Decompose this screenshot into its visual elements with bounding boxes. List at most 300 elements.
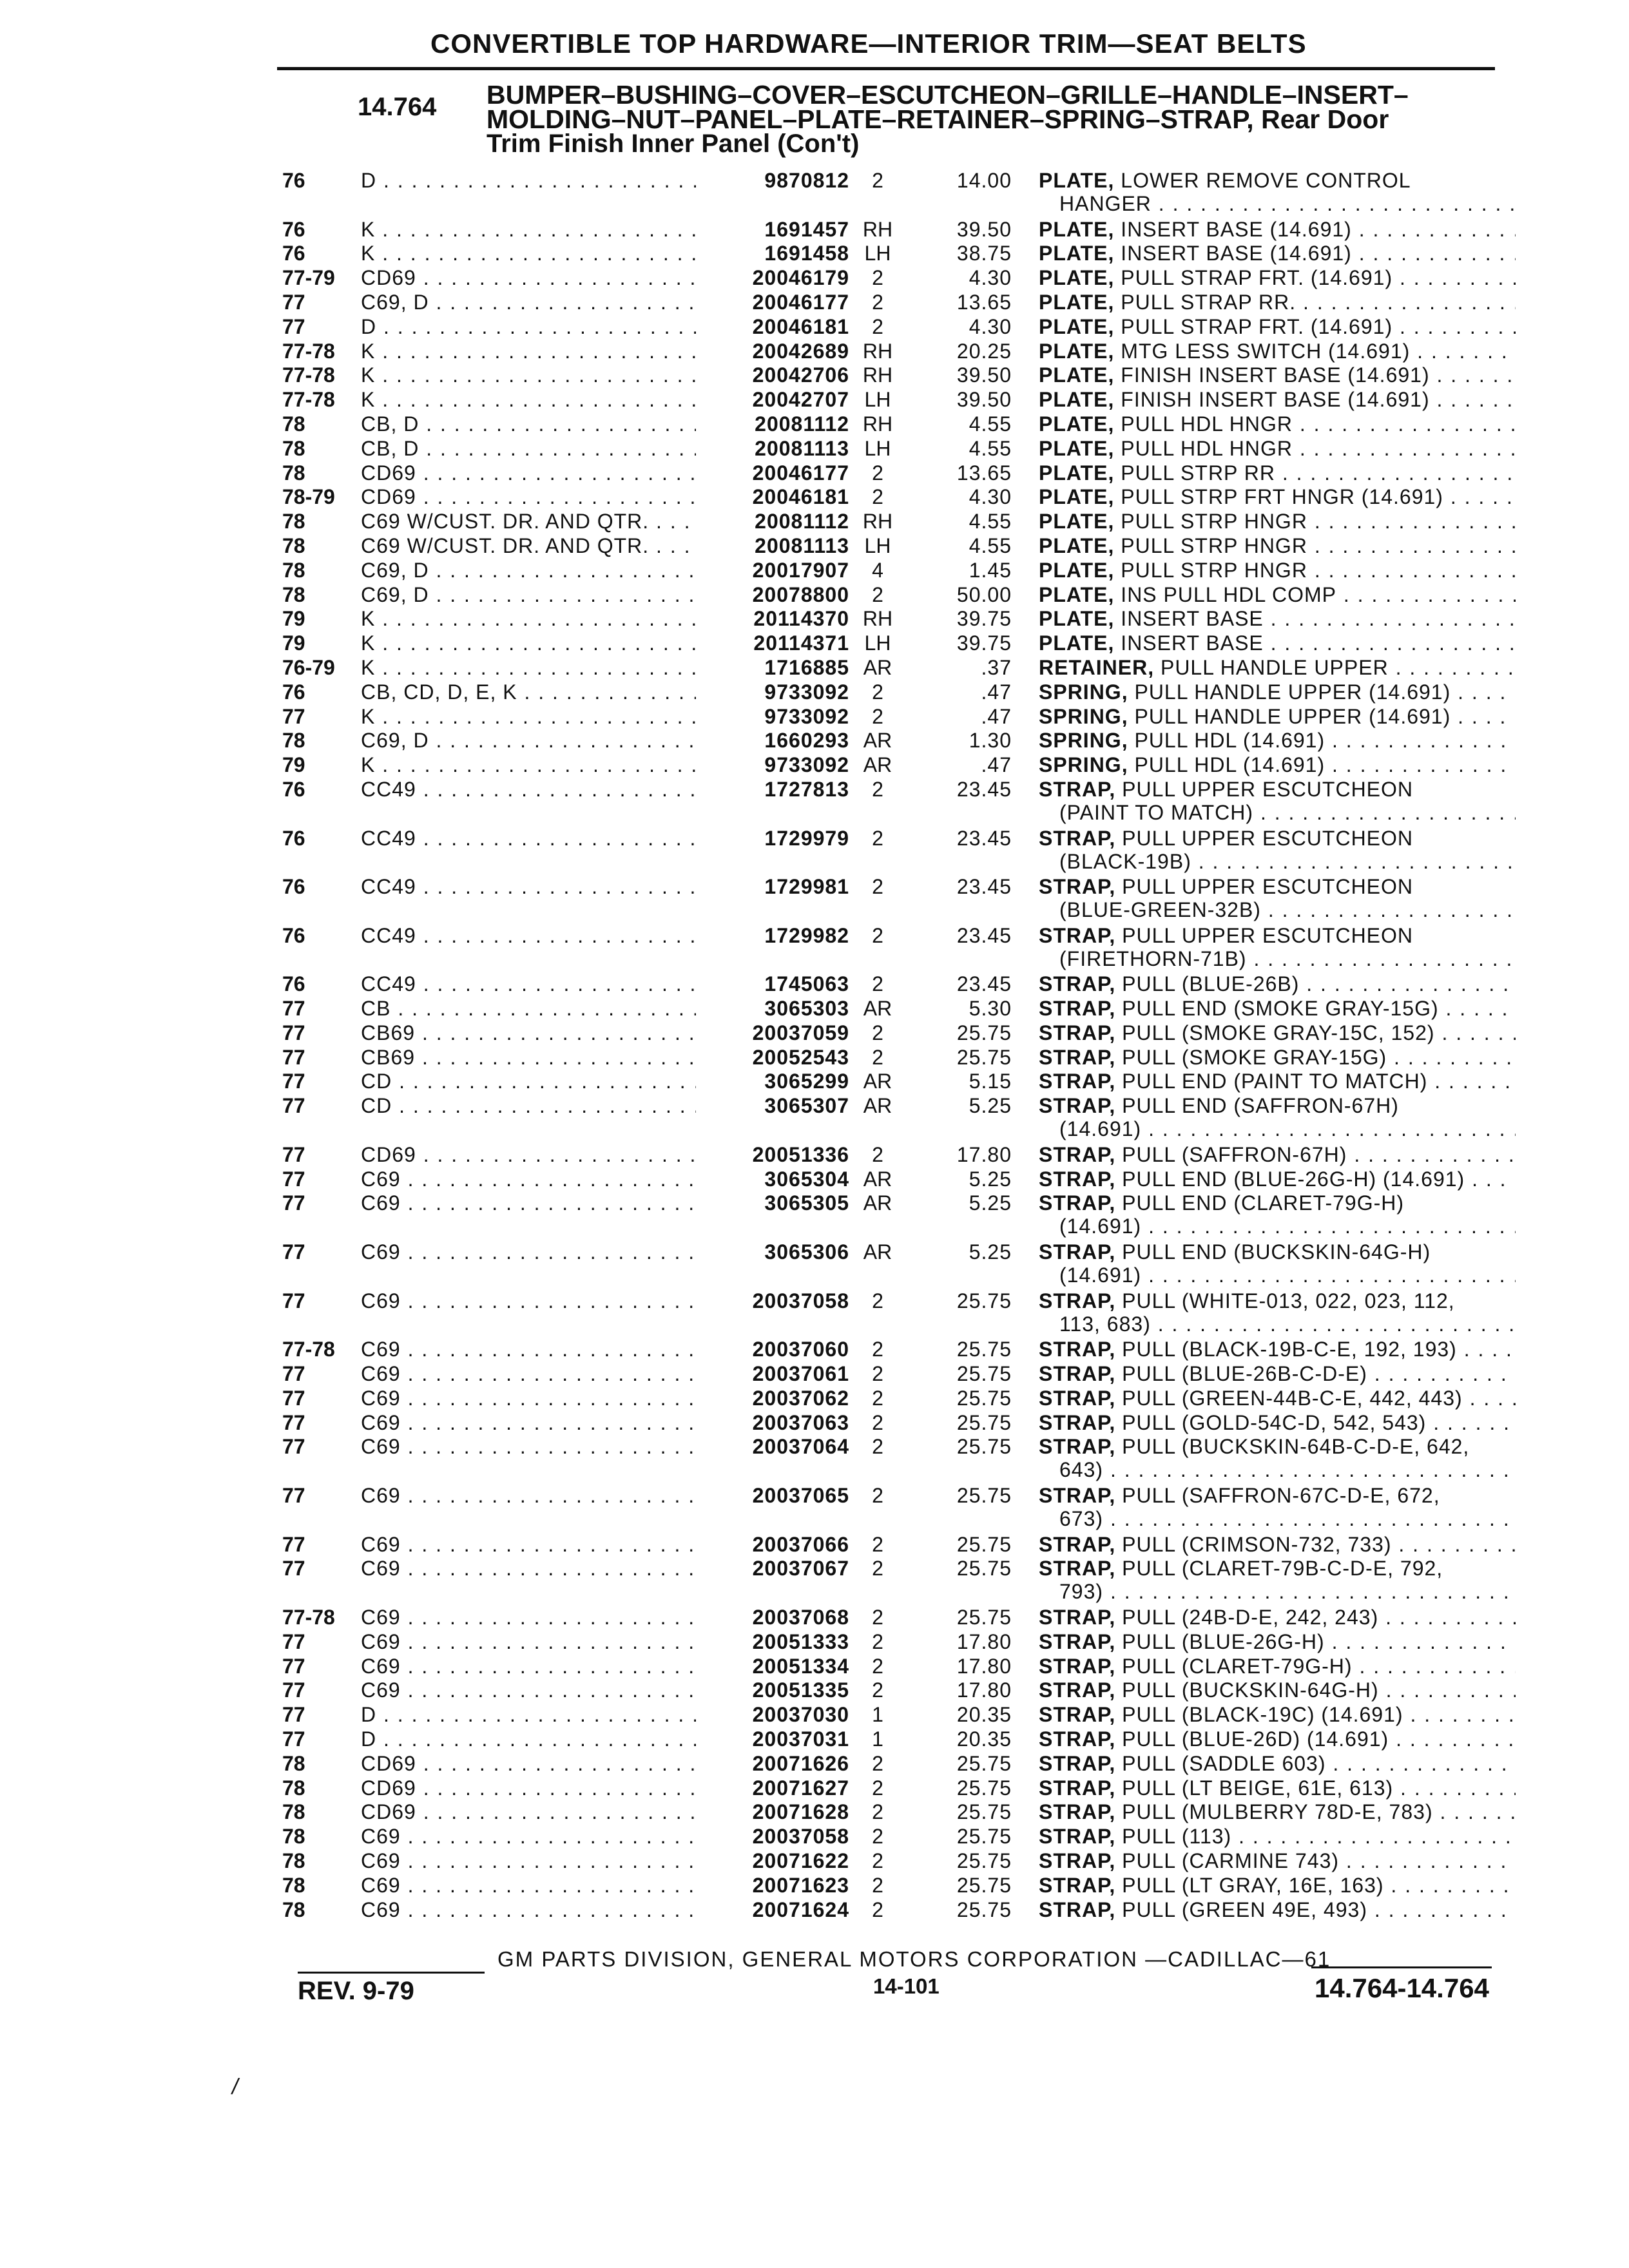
cell-part-number: 20051336 [696,1143,849,1166]
cell-model: C69 W/CUST. DR. AND QTR. . . . [361,534,702,557]
cell-part-number: 20037066 [696,1533,849,1556]
description-keyword: STRAP, [1039,1800,1116,1824]
description-text: PULL (CLARET-79G-H) [1115,1654,1353,1678]
cell-price: 25.75 [956,1532,1012,1556]
cell-price: .47 [981,704,1012,728]
description-keyword: SPRING, [1039,680,1128,704]
cell-year: 77 [282,1484,305,1508]
cell-year: 77 [282,314,305,338]
cell-description [1039,1703,1516,1726]
cell-quantity: 2 [872,485,883,509]
description-keyword: STRAP, [1039,826,1116,850]
description-keyword: STRAP, [1039,1484,1116,1508]
cell-part-number: 20042706 [696,363,849,387]
description-text: PULL STRAP RR. [1114,290,1296,314]
description-keyword: STRAP, [1039,972,1116,996]
cell-part-number: 20081113 [696,437,849,460]
cell-model: C69 . . . [361,1289,702,1312]
cell-model: C69 . . . [361,1362,702,1385]
cell-year: 77 [282,1386,305,1410]
description-keyword: STRAP, [1039,1410,1116,1434]
description-keyword: PLATE, [1039,533,1115,557]
cell-part-number: 20051334 [696,1655,849,1678]
description-keyword: STRAP, [1039,777,1116,801]
cell-price: 25.75 [956,1021,1012,1044]
description-keyword: PLATE, [1039,242,1115,265]
cell-quantity: 2 [872,1678,883,1702]
cell-part-number: 1691458 [696,242,849,265]
description-continuation: 673) . . . [1039,1507,1516,1530]
description-keyword: PLATE, [1039,631,1115,655]
cell-model: CB69 . . . [361,1021,702,1044]
description-text: PULL STRAP FRT. (14.691) [1114,314,1393,338]
description-keyword: PLATE, [1039,461,1115,485]
description-keyword: PLATE, [1039,339,1115,363]
description-keyword: RETAINER, [1039,655,1155,679]
cell-description [1039,1484,1516,1530]
cell-price: .47 [981,680,1012,704]
cell-part-number: 20071623 [696,1874,849,1897]
description-text: PULL END (SMOKE GRAY-15G) [1115,997,1439,1021]
table-row [0,1484,1629,1533]
cell-model: CC49 . . . [361,875,702,898]
description-text: PULL (SADDLE 603) [1115,1751,1326,1775]
description-keyword: STRAP, [1039,997,1116,1021]
section-title-line-3: Trim Finish Inner Panel (Con't) [487,130,860,158]
description-keyword: STRAP, [1039,1191,1116,1215]
cell-description [1039,363,1516,387]
cell-part-number: 3065305 [696,1191,849,1215]
description-keyword: STRAP, [1039,1606,1116,1629]
description-text: PULL END (SAFFRON-67H) [1115,1094,1399,1118]
cell-part-number: 20042707 [696,388,849,411]
table-row [0,291,1629,315]
cell-year: 76 [282,972,305,996]
cell-year: 78 [282,1800,305,1824]
table-row [0,1825,1629,1849]
table-row [0,1557,1629,1606]
table-row [0,1630,1629,1655]
description-text: PULL (BUCKSKIN-64G-H) [1115,1678,1379,1702]
page-title: CONVERTIBLE TOP HARDWARE—INTERIOR TRIM—SEAT BELTS [430,28,1307,59]
cell-year: 78 [282,558,305,582]
cell-model: C69 . . . [361,1411,702,1434]
table-row [0,972,1629,997]
section-title-line-1: BUMPER–BUSHING–COVER–ESCUTCHEON–GRILLE–HANDLE–INSERT– [487,80,1409,110]
description-keyword: PLATE, [1039,388,1115,412]
cell-model: CD . . . [361,1070,702,1093]
description-text: PULL (LT GRAY, 16E, 163) [1115,1873,1384,1897]
description-text: PULL (LT BEIGE, 61E, 613) [1115,1776,1394,1800]
description-text: PULL (BUCKSKIN-64B-C-D-E, 642, [1115,1435,1470,1459]
cell-model: CB, D . . . [361,437,702,460]
table-row [0,266,1629,291]
table-row [0,583,1629,608]
cell-description [1039,1070,1516,1093]
cell-quantity: 2 [872,1898,883,1921]
description-keyword: STRAP, [1039,1070,1116,1093]
description-text: PULL (24B-D-E, 242, 243) [1115,1606,1379,1629]
description-text: PULL STRP HNGR [1114,510,1307,533]
cell-part-number: 1729982 [696,924,849,947]
table-row [0,242,1629,266]
cell-year: 77-78 [282,363,335,387]
cell-year: 79 [282,631,305,655]
description-keyword: PLATE, [1039,412,1115,436]
cell-year: 77 [282,1727,305,1751]
cell-part-number: 20037064 [696,1435,849,1458]
description-text: PULL HDL HNGR [1114,436,1293,460]
description-keyword: PLATE, [1039,558,1115,582]
cell-description [1039,583,1516,606]
cell-part-number: 20046177 [696,461,849,485]
cell-model: C69 . . . [361,1606,702,1629]
description-keyword: STRAP, [1039,1654,1116,1678]
cell-quantity: 2 [872,1873,883,1897]
description-text: PULL (113) [1115,1825,1232,1849]
cell-quantity: AR [863,1240,892,1264]
cell-model: C69 . . . [361,1533,702,1556]
cell-year: 77 [282,1629,305,1653]
cell-model: D . . . [361,169,702,192]
cell-quantity: 2 [872,777,883,801]
cell-year: 78 [282,1898,305,1921]
cell-description [1039,340,1516,363]
cell-description [1039,1776,1516,1800]
section-title-line-2: MOLDING–NUT–PANEL–PLATE–RETAINER–SPRING–STRAP, Rear Door [487,104,1389,134]
cell-description [1039,1678,1516,1702]
cell-model: K . . . [361,753,702,776]
description-text: PULL (CLARET-79B-C-D-E, 792, [1115,1557,1443,1581]
cell-year: 78 [282,510,305,533]
cell-price: 25.75 [956,1873,1012,1897]
cell-model: C69 . . . [361,1825,702,1848]
cell-model: C69 W/CUST. DR. AND QTR. . . . [361,510,702,533]
cell-year: 78 [282,582,305,606]
description-text: INSERT BASE [1114,631,1264,655]
cell-price: 17.80 [956,1142,1012,1166]
cell-year: 77 [282,704,305,728]
cell-year: 78-79 [282,485,335,509]
description-keyword: SPRING, [1039,704,1128,728]
description-text: INSERT BASE (14.691) [1114,217,1352,241]
table-row [0,1143,1629,1168]
footer-revision: REV. 9-79 [298,1977,414,2005]
cell-description [1039,1021,1516,1044]
table-row [0,1533,1629,1557]
cell-model: C69 . . . [361,1557,702,1580]
table-row [0,607,1629,631]
cell-price: .37 [981,655,1012,679]
description-keyword: STRAP, [1039,1629,1116,1653]
description-keyword: STRAP, [1039,923,1116,947]
cell-price: 4.55 [969,510,1012,533]
description-text: LOWER REMOVE CONTROL [1114,169,1411,192]
cell-year: 78 [282,1751,305,1775]
footer-page-number: 14-101 [873,1974,940,1998]
cell-description [1039,1655,1516,1678]
cell-year: 78 [282,436,305,460]
cell-part-number: 20114371 [696,631,849,655]
description-text: PULL UPPER ESCUTCHEON [1115,923,1414,947]
description-text: INSERT BASE [1114,607,1264,631]
table-row [0,1606,1629,1630]
description-continuation: (14.691) . . . [1039,1264,1516,1287]
table-row [0,1362,1629,1387]
description-keyword: STRAP, [1039,1898,1116,1921]
cell-description [1039,1606,1516,1629]
cell-year: 76 [282,826,305,850]
description-text: PULL (WHITE-013, 022, 023, 112, [1115,1289,1455,1312]
cell-model: C69, D . . . [361,583,702,606]
table-row [0,1655,1629,1679]
table-row [0,631,1629,656]
cell-description [1039,559,1516,582]
cell-part-number: 20071622 [696,1849,849,1872]
cell-year: 77 [282,1703,305,1727]
cell-year: 77-78 [282,388,335,412]
description-text: MTG LESS SWITCH (14.691) [1114,339,1411,363]
cell-model: K . . . [361,631,702,655]
cell-model: CD69 . . . [361,1800,702,1823]
cell-description [1039,169,1516,215]
cell-description [1039,437,1516,460]
description-keyword: STRAP, [1039,1557,1116,1581]
cell-quantity: AR [863,729,892,753]
description-text: PULL HDL HNGR [1114,412,1293,436]
table-row [0,1338,1629,1362]
cell-year: 76 [282,777,305,801]
description-text: PULL UPPER ESCUTCHEON [1115,826,1414,850]
description-keyword: PLATE, [1039,436,1115,460]
table-row [0,559,1629,583]
table-row [0,1191,1629,1240]
cell-price: 50.00 [956,582,1012,606]
cell-quantity: AR [863,1167,892,1191]
cell-year: 76 [282,242,305,265]
cell-price: 17.80 [956,1654,1012,1678]
table-row [0,485,1629,510]
description-keyword: STRAP, [1039,1021,1116,1044]
section-title [487,82,1409,156]
cell-price: 23.45 [956,972,1012,996]
description-keyword: STRAP, [1039,1727,1116,1751]
table-row [0,1435,1629,1484]
cell-model: CD69 . . . [361,266,702,289]
cell-price: 25.75 [956,1289,1012,1312]
cell-quantity: AR [863,655,892,679]
cell-year: 78 [282,1776,305,1800]
cell-quantity: 2 [872,1142,883,1166]
description-text: FINISH INSERT BASE (14.691) [1114,388,1430,412]
cell-price: 25.75 [956,1800,1012,1824]
cell-quantity: LH [864,388,891,412]
cell-price: 25.75 [956,1338,1012,1361]
cell-description [1039,1191,1516,1238]
cell-part-number: 20017907 [696,559,849,582]
cell-quantity: 2 [872,923,883,947]
cell-price: 38.75 [956,242,1012,265]
cell-price: 39.50 [956,217,1012,241]
table-row [0,1021,1629,1046]
cell-part-number: 20037060 [696,1338,849,1361]
cell-part-number: 1716885 [696,656,849,679]
cell-quantity: LH [864,533,891,557]
cell-model: CC49 . . . [361,778,702,801]
cell-model: C69, D . . . [361,729,702,752]
description-keyword: PLATE, [1039,169,1115,192]
cell-model: C69 . . . [361,1338,702,1361]
description-keyword: SPRING, [1039,753,1128,777]
cell-part-number: 9870812 [696,169,849,192]
cell-price: 39.50 [956,363,1012,387]
cell-year: 77 [282,1532,305,1556]
cell-price: 25.75 [956,1410,1012,1434]
cell-year: 77 [282,1070,305,1093]
footer-rule-left [298,1972,485,1974]
description-keyword: STRAP, [1039,1045,1116,1069]
description-continuation: (BLACK-19B) . . . [1039,850,1516,873]
description-text: PULL STRP RR [1114,461,1275,485]
cell-price: 14.00 [956,169,1012,192]
cell-description [1039,1094,1516,1140]
description-text: PULL (GREEN-44B-C-E, 442, 443) [1115,1386,1463,1410]
cell-part-number: 20037030 [696,1703,849,1726]
table-row [0,363,1629,388]
cell-part-number: 1745063 [696,972,849,995]
cell-model: K . . . [361,705,702,728]
table-row [0,1387,1629,1411]
cell-description [1039,315,1516,338]
cell-price: 25.75 [956,1557,1012,1581]
cell-year: 77 [282,997,305,1021]
cell-price: 5.15 [969,1070,1012,1093]
table-row [0,340,1629,364]
cell-description [1039,1752,1516,1775]
cell-description [1039,729,1516,752]
cell-year: 77 [282,1045,305,1069]
cell-price: 25.75 [956,1776,1012,1800]
cell-description [1039,1874,1516,1897]
cell-price: 5.25 [969,1191,1012,1215]
cell-model: C69 . . . [361,1484,702,1507]
cell-year: 77 [282,1435,305,1459]
cell-model: C69, D . . . [361,559,702,582]
cell-price: 4.55 [969,412,1012,436]
cell-part-number: 3065303 [696,997,849,1020]
cell-part-number: 1729979 [696,827,849,850]
cell-part-number: 1727813 [696,778,849,801]
description-keyword: STRAP, [1039,1703,1116,1727]
description-text: PULL HANDLE UPPER (14.691) [1128,680,1451,704]
description-text: PULL (MULBERRY 78D-E, 783) [1115,1800,1433,1824]
cell-description [1039,388,1516,411]
cell-quantity: 2 [872,1776,883,1800]
description-text: PULL END (CLARET-79G-H) [1115,1191,1405,1215]
cell-quantity: 2 [872,461,883,485]
cell-quantity: 4 [872,558,883,582]
table-row [0,680,1629,705]
cell-quantity: LH [864,242,891,265]
cell-model: CD69 . . . [361,1776,702,1800]
cell-part-number: 1729981 [696,875,849,898]
cell-quantity: 2 [872,1362,883,1386]
cell-quantity: 2 [872,1629,883,1653]
description-keyword: STRAP, [1039,1386,1116,1410]
cell-description [1039,291,1516,314]
cell-description [1039,972,1516,995]
cell-year: 78 [282,1873,305,1897]
cell-quantity: 2 [872,680,883,704]
cell-description [1039,461,1516,485]
cell-year: 78 [282,412,305,436]
cell-quantity: RH [862,510,893,533]
description-text: INSERT BASE (14.691) [1114,242,1352,265]
footer-section-ref: 14.764-14.764 [1315,1973,1489,2003]
cell-price: 25.75 [956,1362,1012,1386]
cell-part-number: 20046177 [696,291,849,314]
description-keyword: STRAP, [1039,1094,1116,1118]
cell-part-number: 1660293 [696,729,849,752]
cell-price: 39.50 [956,388,1012,412]
cell-quantity: AR [863,1094,892,1118]
description-keyword: STRAP, [1039,1240,1116,1264]
table-row [0,1874,1629,1898]
description-keyword: PLATE, [1039,485,1115,509]
cell-price: 1.30 [969,729,1012,753]
cell-year: 76 [282,169,305,192]
cell-price: 5.25 [969,1094,1012,1118]
cell-description [1039,1338,1516,1361]
cell-model: K . . . [361,363,702,387]
cell-price: 17.80 [956,1629,1012,1653]
description-text: PULL (SMOKE GRAY-15G) [1115,1045,1387,1069]
cell-description [1039,1557,1516,1603]
cell-description [1039,1533,1516,1556]
description-keyword: STRAP, [1039,1142,1116,1166]
cell-model: K . . . [361,218,702,241]
description-text: PULL (BLUE-26D) (14.691) [1115,1727,1389,1751]
description-continuation: (14.691) . . . [1039,1117,1516,1140]
cell-price: 25.75 [956,1751,1012,1775]
cell-part-number: 9733092 [696,680,849,704]
cell-part-number: 3065299 [696,1070,849,1093]
description-keyword: PLATE, [1039,607,1115,631]
description-keyword: STRAP, [1039,875,1116,899]
cell-description [1039,875,1516,921]
cell-quantity: RH [862,363,893,387]
cell-model: C69 . . . [361,1387,702,1410]
cell-quantity: RH [862,412,893,436]
table-row [0,1776,1629,1801]
cell-year: 78 [282,1849,305,1872]
cell-quantity: RH [862,607,893,631]
cell-price: 13.65 [956,461,1012,485]
cell-year: 77 [282,1167,305,1191]
cell-part-number: 20046181 [696,315,849,338]
cell-price: 25.75 [956,1606,1012,1629]
cell-part-number: 20046179 [696,266,849,289]
cell-part-number: 20037058 [696,1289,849,1312]
cell-year: 79 [282,753,305,777]
cell-part-number: 20071627 [696,1776,849,1800]
cell-quantity: LH [864,436,891,460]
cell-price: 13.65 [956,290,1012,314]
cell-price: 25.75 [956,1386,1012,1410]
cell-year: 77 [282,1240,305,1264]
cell-year: 77 [282,1654,305,1678]
cell-model: C69 . . . [361,1630,702,1653]
